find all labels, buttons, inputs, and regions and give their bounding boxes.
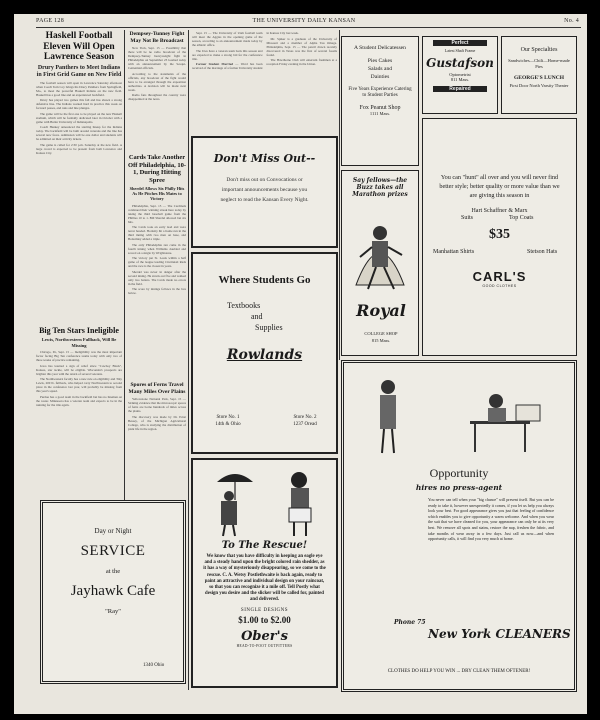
jayhawk-line3: at the (105, 568, 121, 575)
dempsey-article: Dempsey-Tunney Fight May Not Be Broadcast New York, Sept. 15 — Possibility that there will be no radio broadcast of the Dempsey-Tunney heavyweight fight in Philadelphia on September 23 loomed today with an announcement by the Sesqui-Centennial officials. According to the statements of the officials, any broadcast of the fight would have to be arranged through the exposition authorities. A decision will be made next week. Radio fans throughout the country were disappointed at the news. (128, 31, 186, 101)
cleaners-logo: New York CLEANERS (428, 627, 571, 641)
dont-miss-body: Don't miss out on Convocations or important announcements because you neglect to read the Kansan Every Night. (220, 177, 309, 203)
page-label: PAGE 128 (36, 18, 65, 24)
store-2-address: 1237 Oread (293, 422, 317, 427)
cleaners-ad (341, 360, 577, 692)
big-ten-body: Chicago, Ill., Sept. 15 — Ineligibility was the most important factor facing Big Ten conference teams today with only two of three weeks of practice remaining. (36, 350, 122, 362)
carls-ad (422, 118, 577, 356)
rowlands-line2: and (251, 312, 263, 321)
obers-price: $1.00 to $2.00 (238, 614, 291, 625)
carls-price: $35 (489, 227, 510, 242)
dempsey-body: New York, Sept. 15 — Possibility that there will be no radio broadcast of the Dempsey-Tunney heavyweight fight in Philadelphia on September 23 loomed today with an announcement by the Sesqui-Centennial officials. (128, 46, 186, 70)
ferns-body: Yellowstone National Park, Sept. 15 — Striking evidence that the microscopic spores of ferns are borne hundreds of miles across the plains. (128, 397, 186, 413)
big-ten-subhead: Lewis, Northwestern Fullback, Will Be Missing (41, 337, 117, 348)
cleaners-subtitle: hires no press-agent (415, 483, 503, 492)
cards-article: Cards Take Another Off Philadelphia, 10-1, During Hitting Spree Sherdel Allows Six Philly Hits As He Pitches His Mates to Victory Philadelphia, Sept. 15 — The Cardinals continued their winning streak here today by taking the third baseball game from the Phillies 10 to 1. Bill Sherdel allowed but six hits. The Cards took an early lead and were never headed. Hornsby hit a home run in the third inning with two men on base, and Bottomley added a triple. The only Philadelphia run came in the fourth inning when Williams doubled and scored on a single by Wrightstone. The victory put St. Louis within a half game of the league leading Cincinnati Reds and the race is the closest in years. Sherdel was never in danger after the second inning. He struck out five and walked only two batters. The Cards made no errors in the field. The score by innings follows in the box below. (128, 154, 186, 296)
cleaners-footer: CLOTHES DO HELP YOU WIN ... DRY CLEAN THEM OFTENER! (387, 669, 531, 674)
carls-brand-line: Hart Schaffner & Marx (471, 208, 528, 214)
rowlands-store-1 (203, 414, 253, 428)
obers-logo-sub: HEAD-TO-FOOT OUTFITTERS (236, 643, 293, 648)
jayhawk-address: 1340 Ohio (143, 663, 165, 668)
figure-head-icon (489, 394, 503, 408)
georges-items: Sandwiches—Chili—Home-made Pies (508, 58, 570, 69)
football-article: Haskell Football Eleven Will Open Lawrence Season Drury Panthers to Meet Indians in First Grid Game on New Field The football season will open in Lawrence Saturday afternoon when Coach Tom Coy brings his Drury Panthers from Springfield, Mo., to meet the powerful Haskell Indians on the new field. Haskell has a good line and an experienced backfield. Drury has played two games this fall and has shown a strong defensive line. The Indians worked hard in practice this week on forward passes, end runs and line plunges. The game will be the first one to be played on the new Haskell stadium, which will be formally dedicated later in October with a game with Butler University of Indianapolis. Coach Hankey announced the starting lineup for the Indians today. The backfield will be built around veterans and the line has several new faces. Admission will be one dollar and students will be admitted on their activity tickets. The game is called for 2:30 p.m. Saturday at the new field. A large crowd is expected to be present from both Lawrence and Kansas City. (36, 31, 122, 155)
figure-head-icon (291, 472, 307, 488)
frame-label: Latest Shaft Frame (444, 48, 476, 53)
repaired-label: Repaired (433, 86, 487, 92)
georges-location: First Door North Varsity Theater (509, 83, 569, 88)
column-rule (124, 30, 125, 500)
store-1-label: Store No. 1 (216, 415, 240, 420)
jayhawk-service: SERVICE (80, 543, 146, 559)
carls-extras-row (423, 249, 576, 257)
paper-title: THE UNIVERSITY DAILY KANSAN (252, 18, 356, 24)
football-subhead: Drury Panthers to Meet Indians in First Grid Game on New Field (36, 64, 122, 78)
cards-subhead: Sherdel Allows Six Philly Hits As He Pitches His Mates to Victory (129, 186, 185, 202)
rowlands-line1: Textbooks (227, 301, 261, 310)
carls-logo-sub: GOOD CLOTHES (482, 284, 517, 288)
obers-ad (191, 458, 338, 688)
big-ten-headline: Big Ten Stars Ineligible (39, 326, 119, 335)
jayhawk-nick: "Ray" (105, 608, 121, 615)
ferns-article: Spores of Ferns Travel Many Miles Over Plains Yellowstone National Park, Sept. 15 — Striking evidence that the microscopic spores of ferns are borne hundreds of miles across the plains. The discovery was made by Dr. Ernst Bessey, of the Michigan Agricultural College, who is studying the distribution of plant life in the region. (128, 382, 186, 431)
royal-logo: Royal (356, 301, 406, 320)
store-1-address: 14th & Ohio (215, 422, 241, 427)
cards-headline: Cards Take Another Off Philadelphia, 10-1, During Hitting Spree (128, 154, 186, 184)
rowlands-line3: Supplies (255, 323, 283, 332)
rowlands-store-2 (280, 414, 330, 428)
ferns-headline: Spores of Ferns Travel Many Miles Over Plains (128, 382, 186, 395)
figure-head-icon (224, 491, 234, 501)
royal-address: 815 Mass. (371, 338, 391, 343)
carls-body: You can "hunt" all over and you will never find better style; better quality or more value than we are giving this season in (439, 174, 560, 199)
gustafson-ad (422, 36, 498, 114)
column-rule (339, 30, 340, 360)
obers-designs: SINGLE DESIGNS (240, 607, 289, 613)
unearth-body: Mr. Spiker is a graduate of the University of Missouri and a member of Alpha Tau Omega. Philadelphia, Sept. 15 — The pencil drawn recently discovered in Texas was the first of several fossils found. (266, 36, 337, 57)
obers-logo: Ober's (241, 628, 288, 644)
obers-body: We know that you have difficulty in keeping an eagle eye and a steady hand upon the bright colored rain shedder, as it has a way of mysteriously disappearing, so we come to the rescue. C. A. Wetsy Postlethwaite is back again, ready to paint an attractive and individual design on your raincoat, so that you can recognize it a mile off. Tell Postly what design you desire and the slicker will be called for, painted and delivered. (203, 554, 326, 603)
obers-title: To The Rescue! (221, 540, 308, 551)
georges-name: GEORGE'S LUNCH (514, 75, 564, 81)
masthead-rule (36, 27, 581, 28)
gustafson-address: 811 Mass. (450, 77, 470, 82)
royal-headline: Say fellows—the Buzz takes all Marathon prizes (352, 177, 408, 198)
figure-head-icon (373, 226, 387, 240)
georges-title: Our Specialties (520, 47, 558, 53)
jayhawk-name: Jayhawk Cafe (70, 583, 156, 599)
football-headline: Haskell Football Eleven Will Open Lawrence Season (43, 31, 115, 62)
carls-logo: CARL'S (472, 269, 527, 284)
rescue-illustration (203, 466, 331, 538)
cleaners-body: You never can tell when your "big chance" will present itself. But you can be ready to take it, however unexpectedly it comes, if you let us help you always look your best. For good appearance gives you just that feeling of confidence which enables you to give opportunity a warm welcome. And when you wear the suit that we have cleaned for you, your appearance can only be at its very best. We remove all spots and stains, restore the nap, freshen the fabric, and take months of wear away in a few days. Just call us now—and when opportunity calls, it will find you very much at home. (428, 497, 554, 542)
georges-lunch-ad (501, 36, 577, 114)
carls-topcoats: Top Coats (509, 215, 534, 221)
cleaners-title: Opportunity (429, 466, 489, 480)
cards-body: Philadelphia, Sept. 15 — The Cardinals continued their winning streak here today by taking the third baseball game from the Phillies 10 to 1. Bill Sherdel allowed but six hits. (128, 203, 186, 224)
fox-name: Fox Peanut Shop (359, 105, 401, 111)
football-body: The football season will open in Lawrence Saturday afternoon when Coach Tom Coy brings his Drury Panthers from Springfield, Mo., to meet the powerful Haskell Indians on the new field. Haskell has a good line and an experienced backfield. (36, 80, 122, 97)
royal-footer: COLLEGE SHOP (364, 331, 398, 336)
dont-miss-title: Don't Miss Out-- (213, 152, 316, 165)
cleaners-illustration (366, 377, 556, 457)
fox-address: 1111 Mass. (369, 111, 391, 116)
gustafson-title: Optometrist (449, 72, 471, 77)
store-2-label: Store No. 2 (293, 415, 317, 420)
fox-items: Pies Cakes Salads and Dainties (367, 58, 393, 80)
fox-peanut-ad (341, 36, 419, 166)
jayhawk-line1: Day or Night (94, 527, 132, 535)
rowlands-logo: Rowlands (226, 347, 303, 363)
fox-heading: A Student Delicatessen (354, 45, 406, 51)
jayhawk-cafe-ad (40, 500, 186, 684)
newspaper-sheet (14, 14, 587, 714)
page-number: No. 4 (564, 18, 579, 24)
carls-suits: Suits (461, 215, 474, 221)
perfect-label: Perfect (433, 40, 487, 46)
figure-head-icon (381, 380, 395, 394)
umbrella-icon (217, 474, 253, 482)
rowlands-ad (191, 252, 338, 454)
royal-ad (341, 170, 419, 356)
rowlands-title: Where Students Go (218, 274, 311, 286)
carls-suits-row (423, 215, 576, 223)
dont-miss-ad (191, 136, 338, 248)
gustafson-logo: Gustafson (426, 56, 494, 70)
cleaners-phone: Phone 75 (394, 619, 426, 626)
column-rule (188, 30, 189, 690)
dempsey-headline: Dempsey-Tunney Fight May Not Be Broadcast (129, 31, 185, 44)
carls-shirts: Manhattan Shirts (433, 249, 475, 255)
big-ten-article: Big Ten Stars Ineligible Lewis, Northwestern Fullback, Will Be Missing Chicago, Ill., Sept. 15 — Ineligibility was the most important factor facing Big Ten conference teams today with only two of three weeks of practice remaining. Iowa has learned a sign of relief since "Cowboy Black", Kansas, star tackle, will be eligible. Wisconsin's prospects are brighter this year with the return of several veterans. The Northwestern faculty has a new rule on eligibility and Tiny Lewis, 200 lb. fullback, who helped carry Northwestern to second place in the conference last year, will probably be missing from this year's squad. Purdue has a good team in the backfield but has no linemen on the roster. Minnesota has a veteran team and expects to be in the running for the title again. (36, 326, 122, 407)
unearth-article: Sept. 15 — The University of Utah football team will meet the Aggies in the opening game of the season, according to an announcement made today by the athletic office. The Utes have a veteran team back this season and are expected to make a strong bid for the conference title. Former Student Married — Word has been received of the marriage of a former University student in Kansas City last week. Mr. Spiker is a graduate of the University of Missouri and a member of Alpha Tau Omega. Philadelphia, Sept. 15 — The pencil drawn recently discovered in Texas was the first of several fossils found. The Hawthorne Club will entertain freshmen at a reception Friday evening in the Union. (192, 31, 337, 70)
marathon-illustration (348, 211, 412, 295)
fox-tagline: Five Years Experience Catering to Student Parties (348, 87, 412, 98)
carls-hats: Stetson Hats (527, 249, 558, 255)
